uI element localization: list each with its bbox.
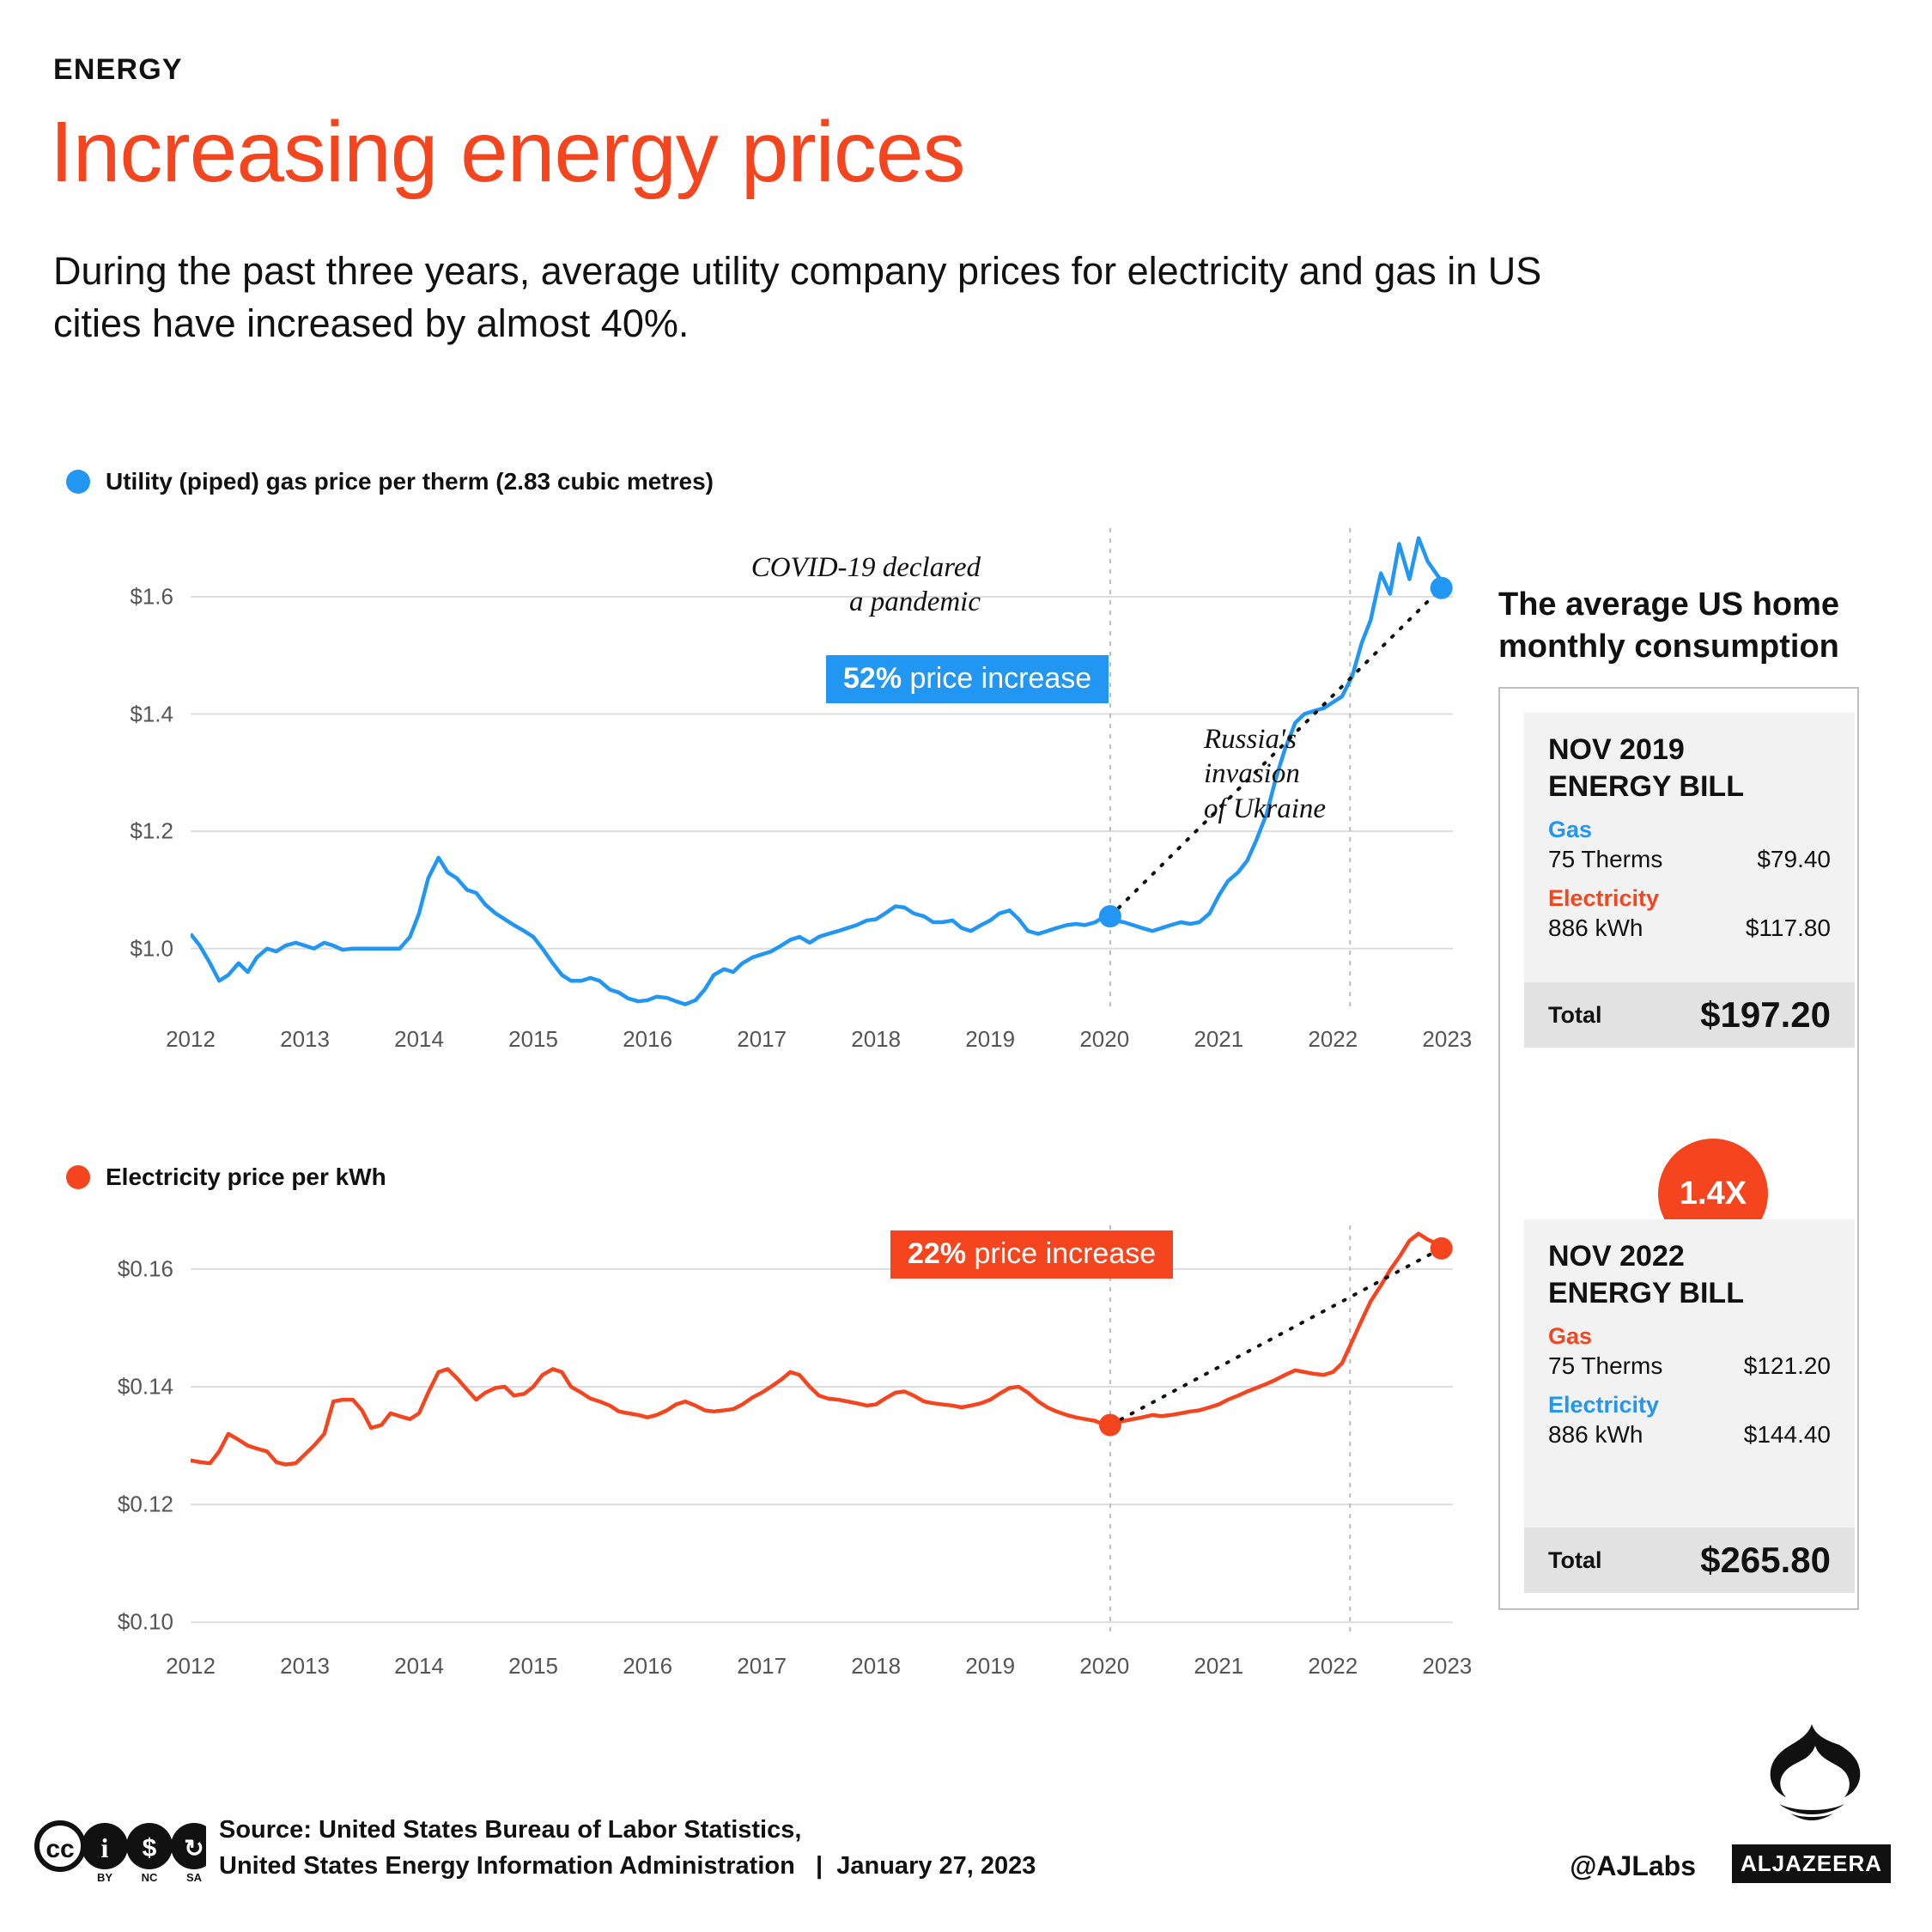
bill-2019-electricity-qty: 886 kWh <box>1548 914 1643 941</box>
callout-value: 22% <box>908 1237 967 1270</box>
svg-text:i: i <box>100 1832 109 1863</box>
chart-canvas-1 <box>191 1222 1453 1634</box>
x-axis-tick-label: 2012 <box>166 1026 216 1052</box>
bill-2022-title-line2: ENERGY BILL <box>1548 1276 1744 1309</box>
bill-card-2022 <box>1524 1219 1855 1593</box>
source-separator: | <box>816 1852 823 1880</box>
electricity-price-chart <box>53 1163 1473 1696</box>
data-point-end <box>1431 577 1453 599</box>
bill-2019-gas-line <box>1548 846 1831 873</box>
bill-card-2019 <box>1524 713 1855 1048</box>
bill-2019-electricity-label: Electricity <box>1548 885 1660 911</box>
source-line-2: United States Energy Information Administration <box>219 1852 795 1880</box>
x-axis-tick-label: 2017 <box>737 1026 787 1052</box>
data-point-end <box>1431 1237 1453 1260</box>
y-axis-tick-label: $1.4 <box>130 701 173 727</box>
electricity-plot-area <box>117 1222 1473 1679</box>
bill-2019-total <box>1524 982 1855 1048</box>
x-axis-tick-label: 2019 <box>965 1653 1016 1679</box>
bill-2022-electricity-line <box>1548 1421 1831 1449</box>
panel-title: The average US home monthly consumption <box>1498 586 1840 665</box>
x-axis-tick-label: 2018 <box>851 1653 902 1679</box>
publish-date: January 27, 2023 <box>836 1852 1036 1880</box>
multiplier-badge: 1.4X <box>1653 1133 1773 1254</box>
callout-text: price increase <box>966 1237 1157 1270</box>
aljazeera-wordmark: ALJAZEERA <box>1732 1844 1891 1883</box>
bill-2022-electricity-label: Electricity <box>1548 1392 1660 1418</box>
bill-2022-gas-line <box>1548 1352 1831 1380</box>
x-axis-tick-label: 2013 <box>280 1653 330 1679</box>
bill-2022-gas-label: Gas <box>1548 1323 1593 1349</box>
russia-annotation-line2: invasion <box>1204 758 1300 790</box>
callout-value: 52% <box>843 662 902 695</box>
bill-2019-gas-row <box>1524 817 1855 873</box>
source-line-1: Source: United States Bureau of Labor Statistics, <box>219 1816 802 1844</box>
x-axis-tick-label: 2022 <box>1308 1026 1358 1052</box>
x-axis-tick-label: 2022 <box>1308 1653 1358 1679</box>
bill-2019-electricity-row <box>1524 885 1855 942</box>
bill-2019-gas-qty: 75 Therms <box>1548 846 1663 872</box>
bill-2019-total-value: $197.20 <box>1700 994 1831 1035</box>
cc-label-nc: NC <box>141 1871 158 1884</box>
bill-2022-title-line1: NOV 2022 <box>1548 1240 1685 1273</box>
x-axis-tick-label: 2021 <box>1194 1026 1244 1052</box>
x-axis-tick-label: 2020 <box>1079 1026 1130 1052</box>
x-axis-tick-label: 2023 <box>1422 1653 1473 1679</box>
gas-plot-area <box>130 526 1473 1052</box>
bill-2022-total-value: $265.80 <box>1700 1540 1831 1580</box>
y-axis-tick-label: $1.2 <box>130 817 173 844</box>
page-title: Increasing energy prices <box>50 104 965 200</box>
x-axis-tick-label: 2019 <box>965 1026 1016 1052</box>
aljazeera-logo-icon <box>1739 1717 1885 1833</box>
callout-text: price increase <box>902 662 1092 695</box>
svg-text:↻: ↻ <box>184 1835 204 1862</box>
bill-2019-title <box>1524 713 1855 805</box>
gas-legend-label: Utility (piped) gas price per therm (2.83 cubic metres) <box>106 468 714 495</box>
bill-2022-total-label: Total <box>1548 1546 1602 1573</box>
bill-2019-total-label: Total <box>1548 1001 1602 1028</box>
bill-2022-gas-qty: 75 Therms <box>1548 1352 1663 1379</box>
x-axis-tick-label: 2018 <box>851 1026 902 1052</box>
y-axis-tick-label: $0.10 <box>117 1608 173 1635</box>
x-axis-tick-label: 2020 <box>1079 1653 1130 1679</box>
x-axis-tick-label: 2016 <box>623 1026 673 1052</box>
bill-2022-electricity-qty: 886 kWh <box>1548 1421 1643 1448</box>
electricity-legend-dot <box>66 1165 90 1189</box>
data-point-start <box>1099 905 1121 927</box>
data-point-start <box>1099 1414 1121 1437</box>
y-axis-tick-label: $0.12 <box>117 1491 173 1517</box>
bill-2022-total <box>1524 1528 1855 1593</box>
y-axis-tick-label: $0.14 <box>117 1373 173 1400</box>
covid-annotation <box>706 550 981 620</box>
bill-2019-title-line2: ENERGY BILL <box>1548 769 1744 803</box>
x-axis-tick-label: 2023 <box>1422 1026 1473 1052</box>
price-increase-callout <box>826 655 1109 703</box>
x-axis-tick-label: 2017 <box>737 1653 787 1679</box>
bill-2019-gas-amount: $79.40 <box>1757 846 1831 872</box>
russia-annotation-line3: of Ukraine <box>1204 793 1327 824</box>
y-axis-tick-label: $1.6 <box>130 583 173 610</box>
x-axis-tick-label: 2021 <box>1194 1653 1244 1679</box>
bill-2019-electricity-line <box>1548 914 1831 942</box>
bill-2019-gas-label: Gas <box>1548 817 1593 842</box>
y-axis-tick-label: $0.16 <box>117 1255 173 1282</box>
gas-legend-dot <box>66 470 90 494</box>
bill-2022-title <box>1524 1219 1855 1311</box>
gas-legend <box>66 468 714 495</box>
x-axis-tick-label: 2014 <box>394 1653 444 1679</box>
x-axis-tick-label: 2013 <box>280 1026 330 1052</box>
svg-text:cc: cc <box>46 1835 75 1863</box>
kicker-label: ENERGY <box>53 53 183 86</box>
bill-2019-title-line1: NOV 2019 <box>1548 733 1685 766</box>
x-axis-tick-label: 2012 <box>166 1653 216 1679</box>
bill-2022-electricity-row <box>1524 1392 1855 1449</box>
gas-price-chart <box>53 468 1473 1086</box>
svg-text:$: $ <box>142 1834 157 1862</box>
covid-annotation-line2: a pandemic <box>848 586 981 618</box>
x-axis-tick-label: 2016 <box>623 1653 673 1679</box>
creative-commons-icon <box>34 1816 206 1889</box>
subheadline: During the past three years, average utility company prices for electricity and gas in US cities have increased by almost 40%. <box>53 249 1542 346</box>
source-credit <box>219 1812 1036 1884</box>
x-axis-tick-label: 2015 <box>508 1653 559 1679</box>
price-increase-callout <box>890 1230 1173 1279</box>
covid-annotation-line1: COVID-19 declared <box>750 552 981 583</box>
y-axis-tick-label: $1.0 <box>130 935 173 962</box>
social-handle: @AJLabs <box>1570 1850 1696 1881</box>
russia-annotation-line1: Russia's <box>1204 724 1297 755</box>
electricity-legend <box>66 1163 386 1191</box>
bill-2022-gas-row <box>1524 1323 1855 1380</box>
x-axis-tick-label: 2015 <box>508 1026 559 1052</box>
bill-2019-electricity-amount: $117.80 <box>1745 914 1831 941</box>
x-axis-tick-label: 2014 <box>394 1026 444 1052</box>
bill-2022-electricity-amount: $144.40 <box>1743 1421 1831 1448</box>
bill-2022-gas-amount: $121.20 <box>1743 1352 1831 1379</box>
cc-label-sa: SA <box>185 1871 203 1884</box>
electricity-legend-label: Electricity price per kWh <box>106 1163 386 1190</box>
russia-annotation <box>1204 722 1419 826</box>
cc-label-by: BY <box>96 1871 113 1884</box>
